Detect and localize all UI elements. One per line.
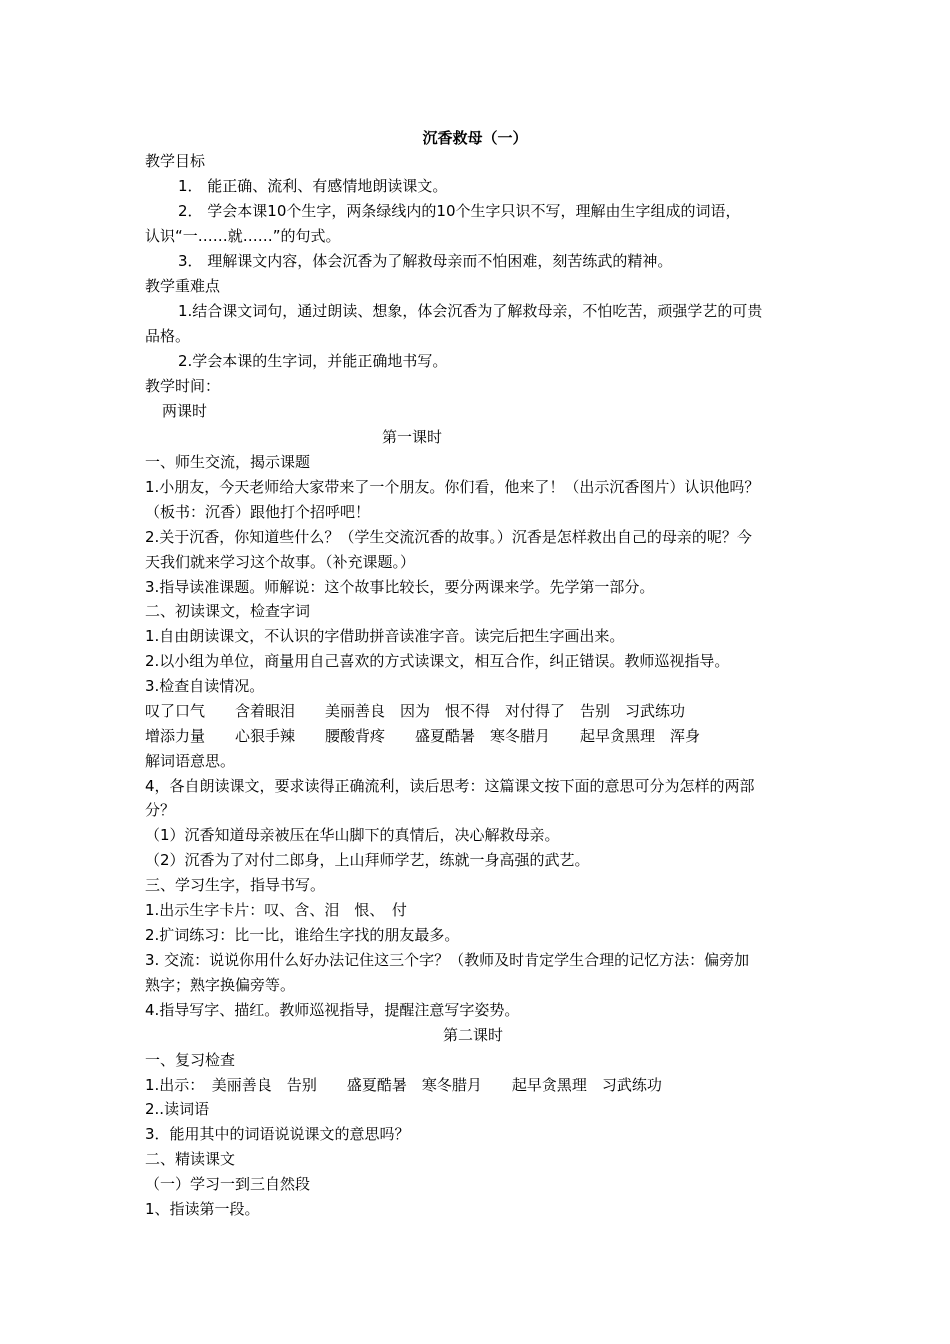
vocabulary-row-1: 叹了口气 含着眼泪 美丽善良 因为 恨不得 对付得了 告别 习武练功 (145, 702, 686, 720)
paragraph-line: （1）沉香知道母亲被压在华山脚下的真情后，决心解救母亲。 (145, 826, 560, 844)
section-heading-goals: 教学目标 (145, 152, 206, 170)
lesson-1-heading: 第一课时 (382, 428, 443, 446)
goal-item-2: 2． 学会本课10个生字，两条绿线内的10个生字只识不写，理解由生字组成的词语， (178, 202, 741, 220)
paragraph-line: （板书：沉香）跟他打个招呼吧！ (145, 503, 371, 521)
teaching-time-value: 两课时 (162, 402, 208, 420)
key-point-2: 2.学会本课的生字词，并能正确地书写。 (178, 352, 448, 370)
goal-item-2-cont: 认识“一……就……”的句式。 (145, 227, 341, 245)
paragraph-line: 2.以小组为单位，商量用自己喜欢的方式读课文，相互合作，纠正错误。教师巡视指导。 (145, 652, 730, 670)
paragraph-line: 2..读词语 (145, 1100, 210, 1118)
paragraph-line: 3.指导读准课题。师解说：这个故事比较长，要分两课来学。先学第一部分。 (145, 578, 655, 596)
paragraph-line: 分？ (145, 801, 176, 819)
paragraph-line: 1.出示生字卡片：叹、含、泪 恨、 付 (145, 901, 407, 919)
paragraph-line: 1.出示： 美丽善良 告别 盛夏酷暑 寒冬腊月 起早贪黑理 习武练功 (145, 1076, 662, 1094)
key-point-1: 1.结合课文词句，通过朗读、想象，体会沉香为了解救母亲，不怕吃苦，顽强学艺的可贵 (178, 302, 763, 320)
paragraph-line: 解词语意思。 (145, 752, 236, 770)
part-1-heading: 一、师生交流，揭示课题 (145, 453, 311, 471)
lesson-2-heading: 第二课时 (443, 1026, 504, 1044)
document-title: 沉香救母（一） (422, 129, 528, 147)
paragraph-line: 1、指读第一段。 (145, 1200, 260, 1218)
paragraph-line: 天我们就来学习这个故事。（补充课题。） (145, 553, 416, 571)
paragraph-line: 2.关于沉香，你知道些什么？（学生交流沉香的故事。）沉香是怎样救出自己的母亲的呢？今 (145, 528, 752, 546)
section-heading-key-points: 教学重难点 (145, 277, 221, 295)
goal-item-3: 3． 理解课文内容，体会沉香为了解救母亲而不怕困难，刻苦练武的精神。 (178, 252, 673, 270)
goal-item-1: 1． 能正确、流利、有感情地朗读课文。 (178, 177, 448, 195)
close-reading-heading: 二、精读课文 (145, 1150, 236, 1168)
part-2-heading: 二、初读课文，检查字词 (145, 602, 311, 620)
section-heading-time: 教学时间： (145, 377, 221, 395)
paragraph-line: （一）学习一到三自然段 (145, 1175, 311, 1193)
paragraph-line: （2）沉香为了对付二郎身，上山拜师学艺，练就一身高强的武艺。 (145, 851, 590, 869)
paragraph-line: 3.检查自读情况。 (145, 677, 265, 695)
paragraph-line: 2.扩词练习：比一比，谁给生字找的朋友最多。 (145, 926, 460, 944)
paragraph-line: 3．能用其中的词语说说课文的意思吗？ (145, 1125, 410, 1143)
paragraph-line: 4.指导写字、描红。教师巡视指导，提醒注意写字姿势。 (145, 1001, 520, 1019)
paragraph-line: 4，各自朗读课文，要求读得正确流利，读后思考：这篇课文按下面的意思可分为怎样的两部 (145, 777, 755, 795)
key-point-1-cont: 品格。 (145, 327, 191, 345)
paragraph-line: 3. 交流：说说你用什么好办法记住这三个字？（教师及时肯定学生合理的记忆方法：偏旁加 (145, 951, 750, 969)
paragraph-line: 熟字；熟字换偏旁等。 (145, 976, 296, 994)
paragraph-line: 1.自由朗读课文，不认识的字借助拼音读准字音。读完后把生字画出来。 (145, 627, 625, 645)
paragraph-line: 1.小朋友，今天老师给大家带来了一个朋友。你们看，他来了！（出示沉香图片）认识他吗？ (145, 478, 760, 496)
vocabulary-row-2: 增添力量 心狠手辣 腰酸背疼 盛夏酷暑 寒冬腊月 起早贪黑理 浑身 (145, 727, 701, 745)
review-heading: 一、复习检查 (145, 1051, 236, 1069)
part-3-heading: 三、学习生字，指导书写。 (145, 876, 326, 894)
